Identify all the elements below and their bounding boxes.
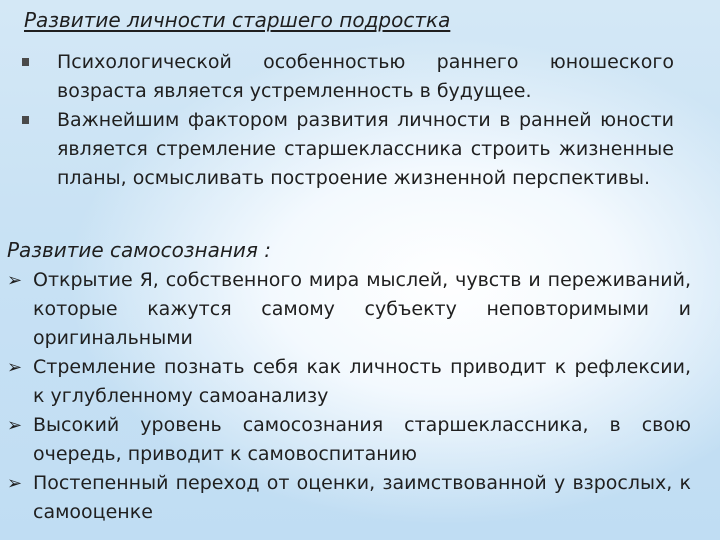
- arrowhead-bullet-icon: ➢: [7, 357, 23, 378]
- arrowhead-bullet-icon: ➢: [7, 415, 23, 436]
- intro-bullet-list: [22, 48, 674, 193]
- arrowhead-bullet-icon: ➢: [7, 270, 23, 291]
- square-bullet-icon: [22, 116, 29, 124]
- slide-title: Развитие личности старшего подростка: [24, 8, 451, 32]
- intro-bullet-text: Важнейшим фактором развития личности в ранней юности является стремление старшеклассника строить жизненные планы, осмысливать построение жизненной перспективы.: [57, 109, 674, 189]
- self-awareness-bullet-text: Постепенный переход от оценки, заимствованной у взрослых, к самооценке: [33, 472, 691, 523]
- intro-bullet-item: [22, 106, 674, 193]
- intro-bullet-text: Психологической особенностью раннего юношеского возраста является устремленность в будущее.: [57, 51, 674, 102]
- arrowhead-bullet-icon: ➢: [7, 473, 23, 494]
- self-awareness-bullet-item: [7, 266, 691, 353]
- section-heading: Развитие самосознания :: [7, 238, 272, 262]
- self-awareness-bullet-text: Открытие Я, собственного мира мыслей, чувств и переживаний, которые кажутся самому субъекту неповторимыми и оригинальными: [33, 269, 691, 349]
- intro-bullet-item: [22, 48, 674, 106]
- self-awareness-bullet-item: [7, 469, 691, 527]
- self-awareness-bullet-item: [7, 411, 691, 469]
- self-awareness-bullet-text: Высокий уровень самосознания старшеклассника, в свою очередь, приводит к самовоспитанию: [33, 414, 691, 465]
- square-bullet-icon: [22, 58, 29, 66]
- self-awareness-bullet-item: [7, 353, 691, 411]
- self-awareness-bullet-text: Стремление познать себя как личность приводит к рефлексии, к углубленному самоанализу: [33, 356, 691, 407]
- self-awareness-bullet-list: [7, 266, 691, 527]
